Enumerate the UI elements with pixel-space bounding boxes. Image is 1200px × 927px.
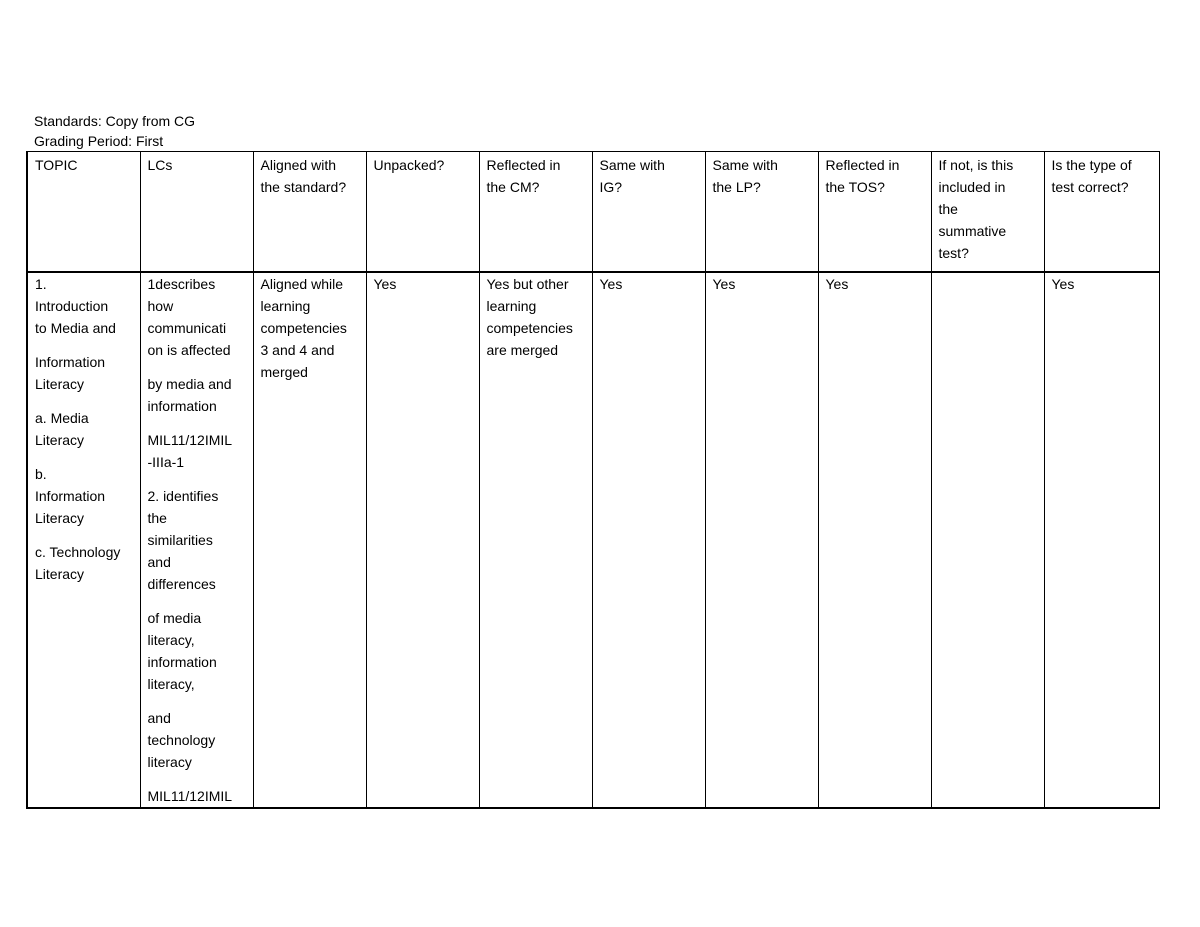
cell-text-line: to Media and xyxy=(35,320,116,336)
header-text-line: IG? xyxy=(599,179,623,195)
header-text-line: Aligned with xyxy=(260,157,336,173)
header-text-line: If not, is this xyxy=(938,157,1014,173)
cell-text-line: Yes but other xyxy=(486,276,569,292)
cell-text-line: competencies xyxy=(260,320,347,336)
cell-text-line: learning xyxy=(260,298,311,314)
header-text-line: test correct? xyxy=(1051,179,1129,195)
cell-same-lp xyxy=(705,272,818,808)
cell-aligned xyxy=(253,272,366,808)
cell-text-line: -IIIa-1 xyxy=(147,454,185,470)
cell-text-line: 3 and 4 and xyxy=(260,342,335,358)
header-text-line: TOPIC xyxy=(35,157,78,173)
cell-text-line: Aligned while xyxy=(260,276,343,292)
cell-type-correct xyxy=(1044,272,1159,808)
cell-text-line: Information xyxy=(35,488,106,504)
cell-text-line: Literacy xyxy=(35,510,85,526)
cell-text-line: 1. xyxy=(35,276,47,292)
grading-period-line: Grading Period: First xyxy=(34,133,164,149)
cell-text-line: 2. identifies xyxy=(147,488,219,504)
cell-included-summative xyxy=(931,272,1044,808)
cell-text-line: Literacy xyxy=(35,566,85,582)
cell-text-line: technology xyxy=(147,732,216,748)
header-text-line: the xyxy=(938,201,958,217)
cell-unpacked xyxy=(366,272,479,808)
cell-text-line: Yes xyxy=(712,276,736,292)
cell-text-line: Yes xyxy=(825,276,849,292)
cell-reflected-cm xyxy=(479,272,592,808)
header-cell-type-correct xyxy=(1044,152,1159,273)
header-cell-same-lp xyxy=(705,152,818,273)
cell-same-ig xyxy=(592,272,705,808)
cell-text-line: on is affected xyxy=(147,342,231,358)
cell-text-line: information xyxy=(147,398,217,414)
header-cell-unpacked xyxy=(366,152,479,273)
header-cell-same-ig xyxy=(592,152,705,273)
header-text-line: Same with xyxy=(599,157,665,173)
cell-text-line: c. Technology xyxy=(35,544,121,560)
header-cell-reflected-tos xyxy=(818,152,931,273)
cell-text-line: 1describes xyxy=(147,276,216,292)
header-text-line: summative xyxy=(938,223,1007,239)
header-text-line: Is the type of xyxy=(1051,157,1132,173)
cell-text-line: the xyxy=(147,510,167,526)
header-text-line: test? xyxy=(938,245,969,261)
cell-lcs xyxy=(140,272,253,808)
header-text-line: Reflected in xyxy=(825,157,900,173)
cell-topic xyxy=(27,272,140,808)
standards-line: Standards: Copy from CG xyxy=(34,113,196,129)
header-text-line: the LP? xyxy=(712,179,761,195)
header-text-line: the standard? xyxy=(260,179,347,195)
cell-reflected-tos xyxy=(818,272,931,808)
header-text-line: Unpacked? xyxy=(373,157,445,173)
cell-text-line: and xyxy=(147,710,171,726)
cell-text-line: literacy, xyxy=(147,676,195,692)
header-cell-aligned xyxy=(253,152,366,273)
cell-text-line: competencies xyxy=(486,320,573,336)
table-header-row xyxy=(27,152,1159,273)
header-text-line: included in xyxy=(938,179,1006,195)
cell-text-line: are merged xyxy=(486,342,559,358)
header-text-line: Reflected in xyxy=(486,157,561,173)
cell-text-line: by media and xyxy=(147,376,232,392)
cell-text-line: Information xyxy=(35,354,106,370)
header-cell-topic xyxy=(27,152,140,273)
cell-text-line: differences xyxy=(147,576,216,592)
cell-text-line: Literacy xyxy=(35,432,85,448)
cell-text-line: a. Media xyxy=(35,410,89,426)
header-cell-included-summative xyxy=(931,152,1044,273)
cell-text-line: literacy, xyxy=(147,632,195,648)
header-text-line: Same with xyxy=(712,157,778,173)
cell-text-line: MIL11/12IMIL xyxy=(147,432,233,448)
cell-text-line: of media xyxy=(147,610,202,626)
document-header xyxy=(34,111,195,151)
header-cell-lcs xyxy=(140,152,253,273)
cell-text-line: and xyxy=(147,554,171,570)
review-table xyxy=(26,151,1160,809)
header-text-line: LCs xyxy=(147,157,173,173)
cell-text-line: how xyxy=(147,298,174,314)
cell-text-line: literacy xyxy=(147,754,192,770)
cell-text-line: MIL11/12IMIL xyxy=(147,788,233,804)
cell-text-line: learning xyxy=(486,298,537,314)
header-cell-reflected-cm xyxy=(479,152,592,273)
cell-text-line: similarities xyxy=(147,532,213,548)
cell-text-line: communicati xyxy=(147,320,227,336)
cell-text-line: b. xyxy=(35,466,47,482)
cell-text-line: Literacy xyxy=(35,376,85,392)
cell-text-line: merged xyxy=(260,364,308,380)
cell-text-line: information xyxy=(147,654,217,670)
cell-text-line: Introduction xyxy=(35,298,109,314)
table-row xyxy=(27,272,1159,808)
cell-text-line: Yes xyxy=(1051,276,1075,292)
header-text-line: the TOS? xyxy=(825,179,885,195)
cell-text-line: Yes xyxy=(373,276,397,292)
header-text-line: the CM? xyxy=(486,179,540,195)
cell-text-line: Yes xyxy=(599,276,623,292)
